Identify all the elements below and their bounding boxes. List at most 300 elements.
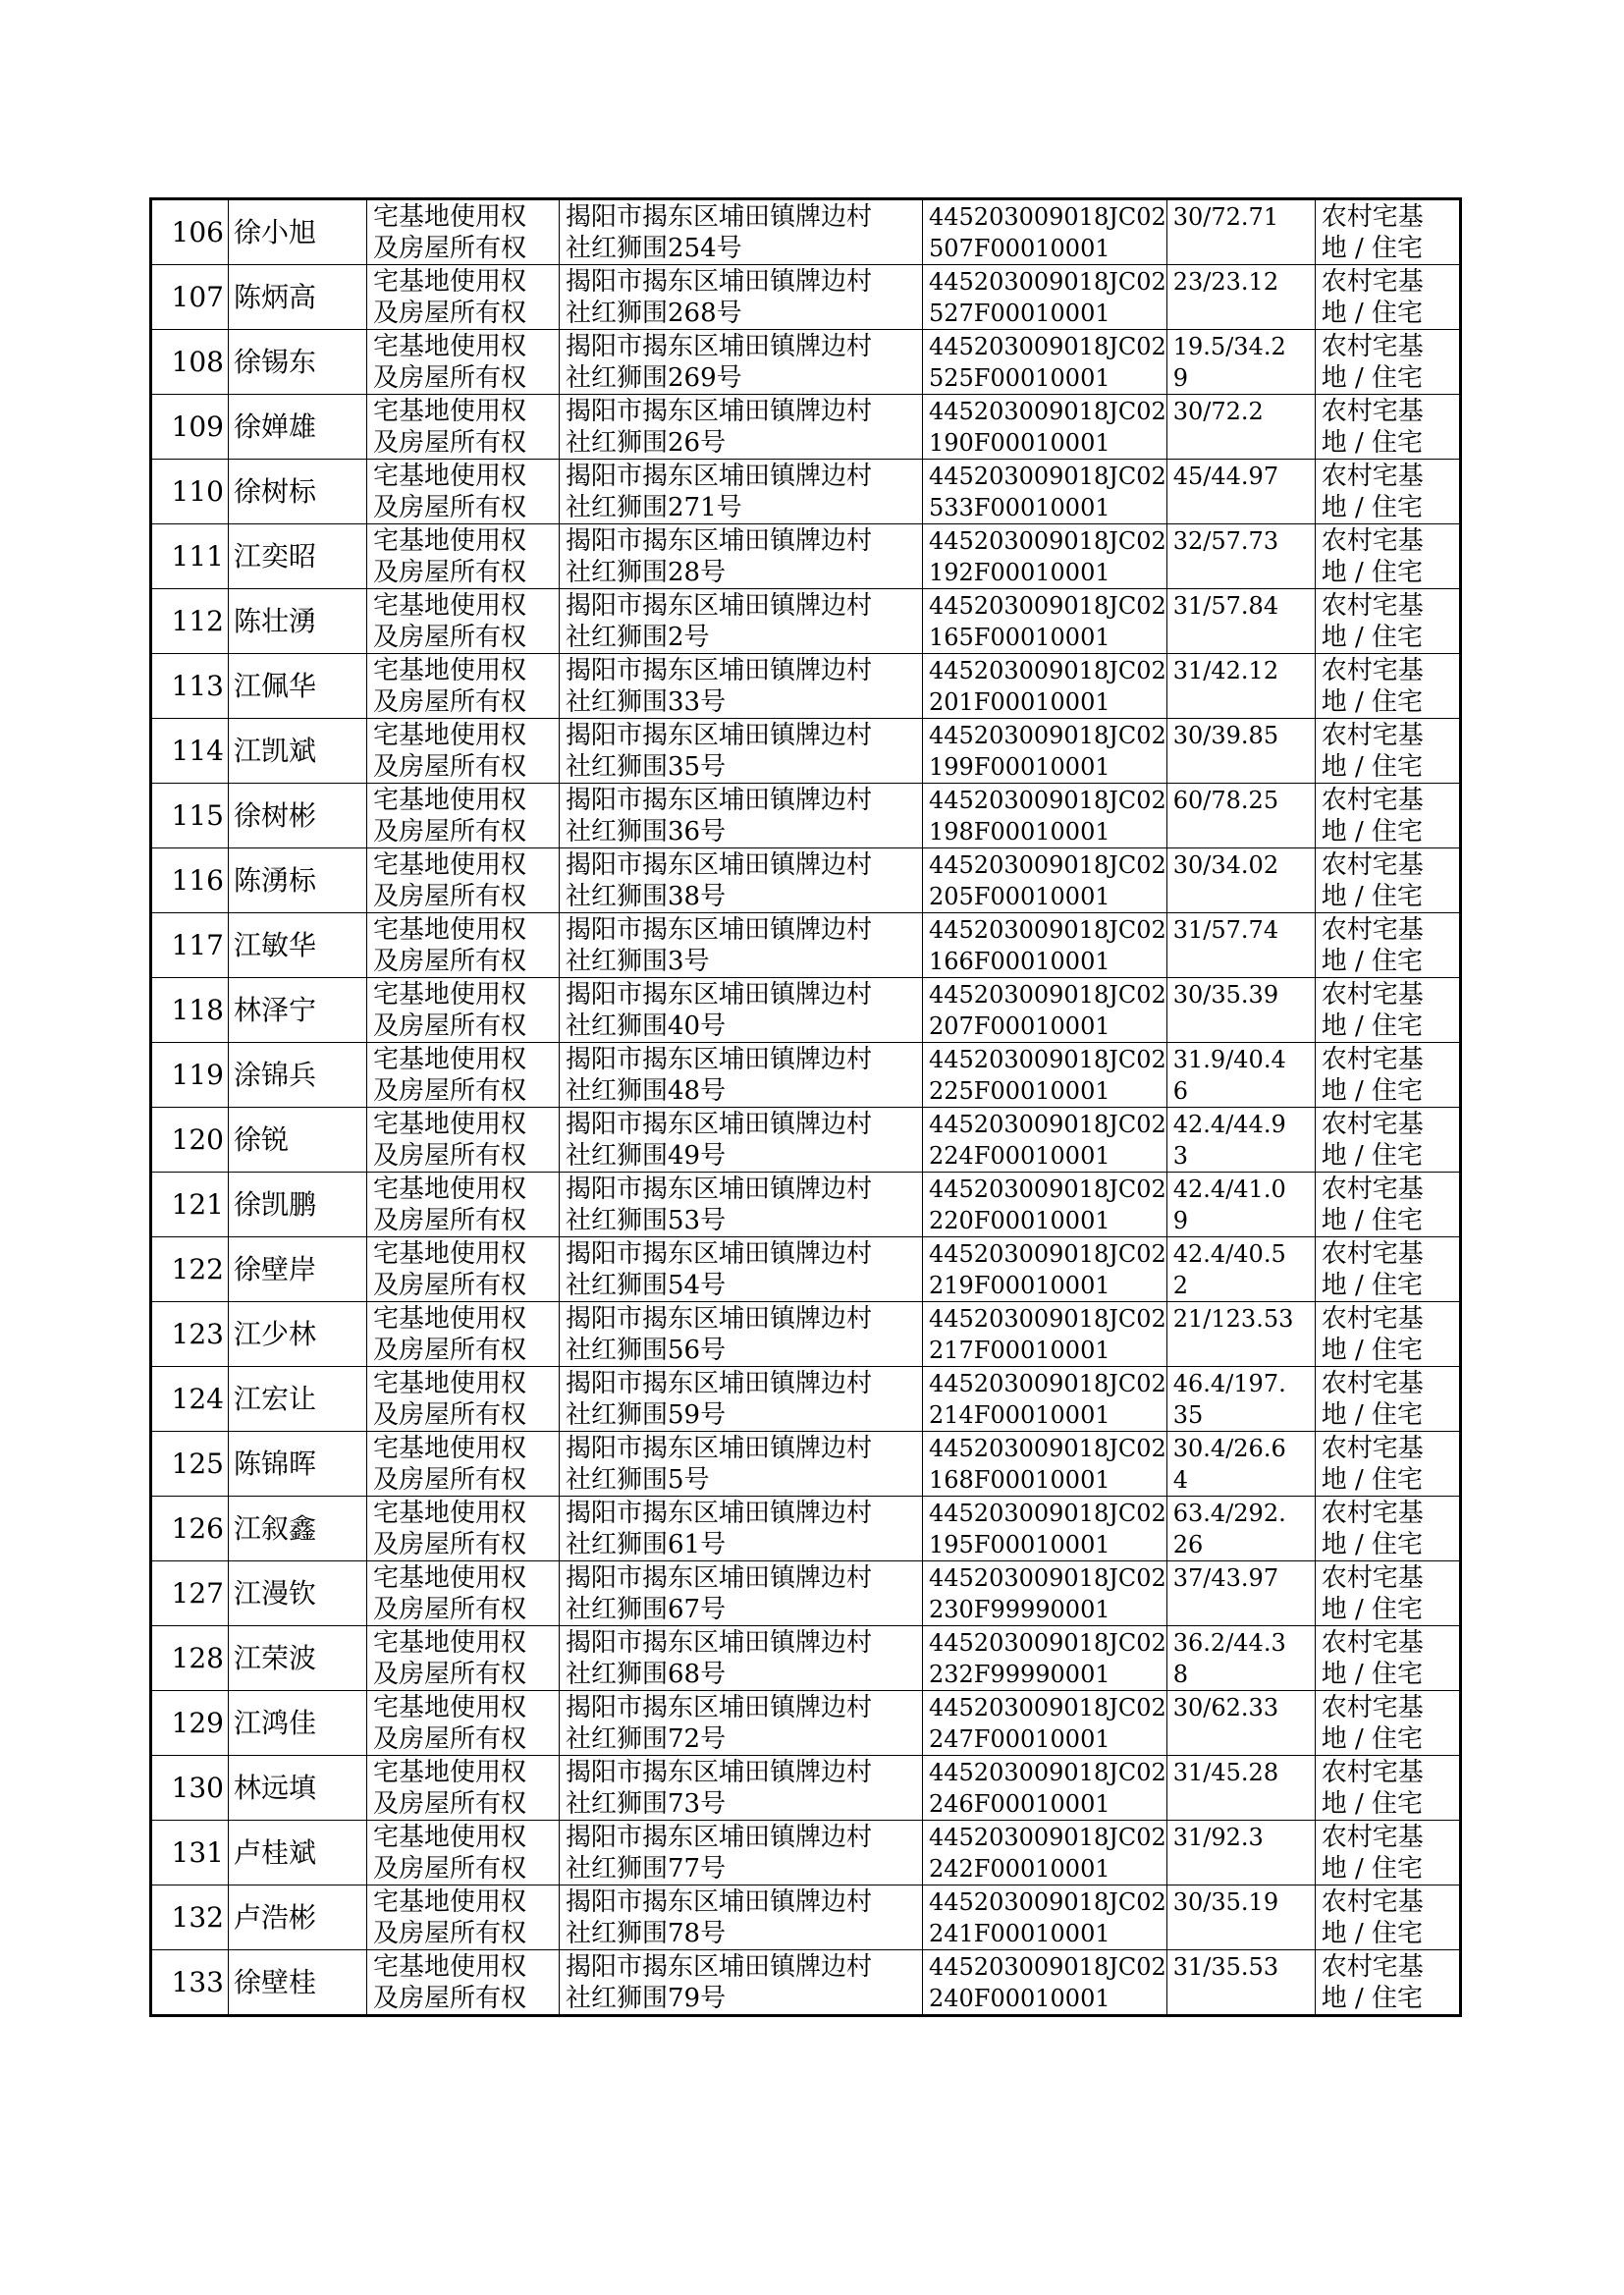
right-type-line-2: 及房屋所有权	[373, 558, 527, 587]
right-type-line-2: 及房屋所有权	[373, 882, 527, 911]
right-type	[367, 330, 560, 395]
right-type-line-1: 宅基地使用权	[373, 1887, 527, 1917]
land-use-line-1: 农村宅基	[1321, 980, 1424, 1010]
right-type-line-1: 宅基地使用权	[373, 1369, 527, 1398]
land-use	[1315, 1173, 1460, 1237]
area-value	[1166, 1885, 1315, 1950]
area-value	[1166, 1626, 1315, 1691]
area-line-1: 42.4/40.5	[1172, 1240, 1286, 1268]
owner-name: 徐壁岸	[229, 1237, 367, 1302]
land-use-line-1: 农村宅基	[1321, 462, 1424, 491]
unit-code	[923, 524, 1167, 589]
unit-code-line-1: 445203009018JC02	[929, 463, 1166, 490]
land-use-line-1: 农村宅基	[1321, 1823, 1424, 1852]
address-line-1: 揭阳市揭东区埔田镇牌边村	[566, 1110, 873, 1139]
owner-name: 江敏华	[229, 913, 367, 978]
right-type-line-2: 及房屋所有权	[373, 1400, 527, 1430]
area-line-1: 60/78.25	[1172, 787, 1279, 814]
unit-code-line-1: 445203009018JC02	[929, 203, 1166, 231]
land-use	[1315, 1367, 1460, 1432]
unit-code-line-2: 240F00010001	[929, 1985, 1110, 2012]
right-type-line-1: 宅基地使用权	[373, 915, 527, 945]
land-use-line-1: 农村宅基	[1321, 1175, 1424, 1204]
land-use	[1315, 460, 1460, 524]
area-line-2: 35	[1172, 1401, 1204, 1429]
land-use-line-1: 农村宅基	[1321, 1239, 1424, 1269]
unit-code-line-2: 232F99990001	[929, 1661, 1110, 1688]
land-use-line-2: 地 / 住宅	[1321, 1919, 1424, 1948]
land-use-line-1: 农村宅基	[1321, 267, 1424, 297]
address-line-1: 揭阳市揭东区埔田镇牌边村	[566, 915, 873, 945]
area-line-2: 9	[1172, 364, 1189, 392]
land-use-line-1: 农村宅基	[1321, 850, 1424, 880]
unit-code-line-2: 533F00010001	[929, 494, 1110, 521]
area-value	[1166, 1497, 1315, 1561]
owner-name: 江奕昭	[229, 524, 367, 589]
address-line-2: 社红狮围5号	[566, 1465, 710, 1495]
right-type-line-1: 宅基地使用权	[373, 1952, 527, 1982]
owner-name: 涂锦兵	[229, 1043, 367, 1108]
area-value	[1166, 265, 1315, 330]
property-address	[560, 1950, 923, 2016]
right-type-line-1: 宅基地使用权	[373, 1499, 527, 1528]
land-use-line-1: 农村宅基	[1321, 1110, 1424, 1139]
right-type-line-2: 及房屋所有权	[373, 1011, 527, 1041]
area-line-2: 9	[1172, 1207, 1189, 1234]
unit-code	[923, 1302, 1167, 1367]
address-line-2: 社红狮围33号	[566, 687, 727, 717]
table-row	[151, 1626, 1461, 1691]
area-value	[1166, 1108, 1315, 1173]
area-line-1: 37/43.97	[1172, 1564, 1279, 1592]
land-use	[1315, 719, 1460, 784]
area-value	[1166, 1173, 1315, 1237]
land-use-line-1: 农村宅基	[1321, 1628, 1424, 1658]
unit-code-line-2: 217F00010001	[929, 1337, 1110, 1364]
land-use	[1315, 913, 1460, 978]
right-type	[367, 524, 560, 589]
right-type-line-1: 宅基地使用权	[373, 462, 527, 491]
land-use-line-2: 地 / 住宅	[1321, 1141, 1424, 1171]
address-line-2: 社红狮围268号	[566, 299, 742, 328]
right-type	[367, 719, 560, 784]
land-use-line-1: 农村宅基	[1321, 1045, 1424, 1074]
land-use-line-2: 地 / 住宅	[1321, 1400, 1424, 1430]
table-row	[151, 524, 1461, 589]
right-type	[367, 395, 560, 460]
owner-name: 林远填	[229, 1756, 367, 1821]
area-value	[1166, 1950, 1315, 2016]
right-type-line-2: 及房屋所有权	[373, 623, 527, 652]
address-line-1: 揭阳市揭东区埔田镇牌边村	[566, 656, 873, 685]
unit-code-line-2: 246F00010001	[929, 1790, 1110, 1818]
property-address	[560, 395, 923, 460]
land-use	[1315, 1885, 1460, 1950]
unit-code	[923, 1691, 1167, 1756]
right-type	[367, 1367, 560, 1432]
row-number: 113	[151, 654, 229, 719]
area-line-1: 30/34.02	[1172, 851, 1279, 879]
right-type	[367, 1302, 560, 1367]
area-value	[1166, 1237, 1315, 1302]
unit-code-line-2: 192F00010001	[929, 559, 1110, 586]
row-number: 128	[151, 1626, 229, 1691]
land-use-line-1: 农村宅基	[1321, 786, 1424, 815]
unit-code-line-1: 445203009018JC02	[929, 398, 1166, 425]
property-address	[560, 460, 923, 524]
land-use	[1315, 1432, 1460, 1497]
unit-code	[923, 1173, 1167, 1237]
area-value	[1166, 460, 1315, 524]
right-type	[367, 199, 560, 265]
address-line-2: 社红狮围67号	[566, 1595, 727, 1624]
unit-code-line-2: 224F00010001	[929, 1142, 1110, 1170]
area-line-1: 31/57.74	[1172, 916, 1279, 944]
area-line-2: 6	[1172, 1077, 1189, 1105]
right-type-line-2: 及房屋所有权	[373, 1465, 527, 1495]
land-use-line-1: 农村宅基	[1321, 526, 1424, 556]
owner-name: 徐小旭	[229, 199, 367, 265]
unit-code	[923, 460, 1167, 524]
land-use-line-2: 地 / 住宅	[1321, 1076, 1424, 1106]
address-line-1: 揭阳市揭东区埔田镇牌边村	[566, 1952, 873, 1982]
land-use-line-2: 地 / 住宅	[1321, 493, 1424, 522]
unit-code-line-1: 445203009018JC02	[929, 1240, 1166, 1268]
address-line-2: 社红狮围72号	[566, 1724, 727, 1754]
table-row	[151, 719, 1461, 784]
address-line-2: 社红狮围78号	[566, 1919, 727, 1948]
unit-code	[923, 1108, 1167, 1173]
right-type-line-2: 及房屋所有权	[373, 1141, 527, 1171]
unit-code	[923, 719, 1167, 784]
table-row	[151, 265, 1461, 330]
address-line-2: 社红狮围79号	[566, 1984, 727, 2013]
land-use-line-1: 农村宅基	[1321, 721, 1424, 750]
owner-name: 徐凯鹏	[229, 1173, 367, 1237]
property-address	[560, 330, 923, 395]
land-use-line-1: 农村宅基	[1321, 1499, 1424, 1528]
address-line-2: 社红狮围271号	[566, 493, 742, 522]
table-row	[151, 1432, 1461, 1497]
area-value	[1166, 719, 1315, 784]
area-value	[1166, 589, 1315, 654]
owner-name: 徐壁桂	[229, 1950, 367, 2016]
property-address	[560, 1237, 923, 1302]
owner-name: 卢桂斌	[229, 1821, 367, 1885]
land-use-line-2: 地 / 住宅	[1321, 428, 1424, 458]
address-line-2: 社红狮围54号	[566, 1271, 727, 1300]
right-type-line-2: 及房屋所有权	[373, 1919, 527, 1948]
land-use	[1315, 1302, 1460, 1367]
area-value	[1166, 1561, 1315, 1626]
unit-code-line-2: 198F00010001	[929, 818, 1110, 846]
row-number: 121	[151, 1173, 229, 1237]
unit-code-line-2: 201F00010001	[929, 688, 1110, 716]
land-use	[1315, 395, 1460, 460]
unit-code-line-1: 445203009018JC02	[929, 527, 1166, 555]
right-type	[367, 1561, 560, 1626]
unit-code-line-1: 445203009018JC02	[929, 722, 1166, 749]
right-type-line-1: 宅基地使用权	[373, 1693, 527, 1722]
address-line-1: 揭阳市揭东区埔田镇牌边村	[566, 850, 873, 880]
land-use-line-2: 地 / 住宅	[1321, 1336, 1424, 1365]
area-line-1: 30/35.19	[1172, 1888, 1279, 1916]
land-use	[1315, 1497, 1460, 1561]
owner-name: 江佩华	[229, 654, 367, 719]
unit-code-line-1: 445203009018JC02	[929, 1953, 1166, 1981]
unit-code-line-2: 247F00010001	[929, 1725, 1110, 1753]
property-address	[560, 1367, 923, 1432]
address-line-1: 揭阳市揭东区埔田镇牌边村	[566, 202, 873, 232]
right-type-line-2: 及房屋所有权	[373, 1854, 527, 1884]
unit-code-line-1: 445203009018JC02	[929, 657, 1166, 684]
land-use-line-2: 地 / 住宅	[1321, 687, 1424, 717]
address-line-2: 社红狮围28号	[566, 558, 727, 587]
right-type	[367, 460, 560, 524]
right-type	[367, 1691, 560, 1756]
right-type-line-1: 宅基地使用权	[373, 1239, 527, 1269]
address-line-1: 揭阳市揭东区埔田镇牌边村	[566, 1175, 873, 1204]
property-address	[560, 1885, 923, 1950]
area-line-1: 42.4/41.0	[1172, 1175, 1286, 1203]
unit-code	[923, 1626, 1167, 1691]
unit-code	[923, 913, 1167, 978]
right-type-line-2: 及房屋所有权	[373, 363, 527, 393]
area-line-1: 31/57.84	[1172, 592, 1279, 620]
area-value	[1166, 524, 1315, 589]
table-row	[151, 1043, 1461, 1108]
right-type-line-2: 及房屋所有权	[373, 1595, 527, 1624]
land-use-line-2: 地 / 住宅	[1321, 363, 1424, 393]
land-use-line-2: 地 / 住宅	[1321, 1530, 1424, 1559]
land-use-line-2: 地 / 住宅	[1321, 1984, 1424, 2013]
table-row	[151, 654, 1461, 719]
right-type-line-1: 宅基地使用权	[373, 980, 527, 1010]
land-use-line-2: 地 / 住宅	[1321, 817, 1424, 847]
row-number: 114	[151, 719, 229, 784]
unit-code	[923, 1043, 1167, 1108]
unit-code-line-1: 445203009018JC02	[929, 1824, 1166, 1851]
table-row	[151, 1108, 1461, 1173]
row-number: 116	[151, 848, 229, 913]
address-line-2: 社红狮围56号	[566, 1336, 727, 1365]
land-use	[1315, 330, 1460, 395]
table-row	[151, 1950, 1461, 2016]
area-value	[1166, 913, 1315, 978]
area-line-1: 30/62.33	[1172, 1694, 1279, 1721]
address-line-1: 揭阳市揭东区埔田镇牌边村	[566, 1628, 873, 1658]
address-line-2: 社红狮围38号	[566, 882, 727, 911]
property-address	[560, 1821, 923, 1885]
unit-code-line-2: 190F00010001	[929, 429, 1110, 457]
area-line-2: 3	[1172, 1142, 1189, 1170]
area-line-1: 31.9/40.4	[1172, 1046, 1286, 1073]
unit-code-line-2: 230F99990001	[929, 1596, 1110, 1623]
right-type-line-1: 宅基地使用权	[373, 786, 527, 815]
right-type-line-1: 宅基地使用权	[373, 1175, 527, 1204]
right-type-line-1: 宅基地使用权	[373, 526, 527, 556]
address-line-2: 社红狮围254号	[566, 234, 742, 263]
area-line-1: 21/123.53	[1172, 1305, 1294, 1333]
address-line-1: 揭阳市揭东区埔田镇牌边村	[566, 591, 873, 621]
row-number: 129	[151, 1691, 229, 1756]
right-type-line-1: 宅基地使用权	[373, 1434, 527, 1463]
right-type-line-2: 及房屋所有权	[373, 1076, 527, 1106]
land-use	[1315, 978, 1460, 1043]
right-type	[367, 1885, 560, 1950]
table-row	[151, 460, 1461, 524]
owner-name: 徐婵雄	[229, 395, 367, 460]
owner-name: 徐树彬	[229, 784, 367, 848]
area-value	[1166, 1043, 1315, 1108]
land-use-line-2: 地 / 住宅	[1321, 1854, 1424, 1884]
land-use-line-2: 地 / 住宅	[1321, 1465, 1424, 1495]
address-line-1: 揭阳市揭东区埔田镇牌边村	[566, 462, 873, 491]
address-line-1: 揭阳市揭东区埔田镇牌边村	[566, 1045, 873, 1074]
unit-code-line-2: 199F00010001	[929, 753, 1110, 781]
table-row	[151, 913, 1461, 978]
row-number: 108	[151, 330, 229, 395]
area-line-1: 30/72.2	[1172, 398, 1264, 425]
area-value	[1166, 1367, 1315, 1432]
property-address	[560, 199, 923, 265]
right-type-line-1: 宅基地使用权	[373, 591, 527, 621]
land-use-line-2: 地 / 住宅	[1321, 882, 1424, 911]
unit-code-line-1: 445203009018JC02	[929, 1370, 1166, 1397]
unit-code	[923, 1367, 1167, 1432]
owner-name: 徐锡东	[229, 330, 367, 395]
unit-code-line-2: 207F00010001	[929, 1012, 1110, 1040]
unit-code-line-1: 445203009018JC02	[929, 1759, 1166, 1786]
table-row	[151, 1691, 1461, 1756]
table-row	[151, 978, 1461, 1043]
table-body	[151, 199, 1461, 2016]
land-use	[1315, 589, 1460, 654]
row-number: 110	[151, 460, 229, 524]
area-line-1: 30.4/26.6	[1172, 1435, 1286, 1462]
table-row	[151, 199, 1461, 265]
address-line-1: 揭阳市揭东区埔田镇牌边村	[566, 332, 873, 361]
unit-code-line-1: 445203009018JC02	[929, 1564, 1166, 1592]
address-line-2: 社红狮围48号	[566, 1076, 727, 1106]
row-number: 119	[151, 1043, 229, 1108]
land-use	[1315, 1821, 1460, 1885]
area-value	[1166, 330, 1315, 395]
row-number: 112	[151, 589, 229, 654]
table-row	[151, 1561, 1461, 1626]
owner-name: 林泽宁	[229, 978, 367, 1043]
unit-code-line-2: 507F00010001	[929, 235, 1110, 262]
address-line-1: 揭阳市揭东区埔田镇牌边村	[566, 1499, 873, 1528]
address-line-1: 揭阳市揭东区埔田镇牌边村	[566, 1563, 873, 1593]
owner-name: 江宏让	[229, 1367, 367, 1432]
row-number: 109	[151, 395, 229, 460]
unit-code-line-1: 445203009018JC02	[929, 333, 1166, 360]
address-line-1: 揭阳市揭东区埔田镇牌边村	[566, 1823, 873, 1852]
land-use-line-2: 地 / 住宅	[1321, 623, 1424, 652]
area-line-1: 30/72.71	[1172, 203, 1279, 231]
row-number: 123	[151, 1302, 229, 1367]
right-type-line-1: 宅基地使用权	[373, 721, 527, 750]
unit-code-line-1: 445203009018JC02	[929, 1111, 1166, 1138]
right-type-line-2: 及房屋所有权	[373, 817, 527, 847]
address-line-1: 揭阳市揭东区埔田镇牌边村	[566, 1693, 873, 1722]
land-use-line-1: 农村宅基	[1321, 202, 1424, 232]
address-line-1: 揭阳市揭东区埔田镇牌边村	[566, 786, 873, 815]
owner-name: 陈锦晖	[229, 1432, 367, 1497]
table-row	[151, 1821, 1461, 1885]
address-line-2: 社红狮围2号	[566, 623, 710, 652]
right-type-line-2: 及房屋所有权	[373, 1530, 527, 1559]
area-line-1: 32/57.73	[1172, 527, 1279, 555]
table-row	[151, 589, 1461, 654]
address-line-2: 社红狮围49号	[566, 1141, 727, 1171]
row-number: 132	[151, 1885, 229, 1950]
area-value	[1166, 1821, 1315, 1885]
row-number: 118	[151, 978, 229, 1043]
right-type-line-2: 及房屋所有权	[373, 1984, 527, 2013]
land-use	[1315, 784, 1460, 848]
right-type-line-1: 宅基地使用权	[373, 850, 527, 880]
right-type	[367, 784, 560, 848]
right-type-line-1: 宅基地使用权	[373, 1110, 527, 1139]
row-number: 127	[151, 1561, 229, 1626]
land-use	[1315, 654, 1460, 719]
table-row	[151, 1302, 1461, 1367]
right-type	[367, 1108, 560, 1173]
right-type-line-1: 宅基地使用权	[373, 1823, 527, 1852]
land-use-line-2: 地 / 住宅	[1321, 947, 1424, 976]
unit-code-line-2: 166F00010001	[929, 948, 1110, 975]
right-type-line-1: 宅基地使用权	[373, 656, 527, 685]
unit-code	[923, 395, 1167, 460]
unit-code	[923, 1432, 1167, 1497]
property-address	[560, 1691, 923, 1756]
address-line-1: 揭阳市揭东区埔田镇牌边村	[566, 526, 873, 556]
address-line-2: 社红狮围73号	[566, 1789, 727, 1819]
property-address	[560, 1432, 923, 1497]
land-use-line-1: 农村宅基	[1321, 1887, 1424, 1917]
owner-name: 陈炳高	[229, 265, 367, 330]
area-value	[1166, 395, 1315, 460]
address-line-1: 揭阳市揭东区埔田镇牌边村	[566, 1304, 873, 1334]
table-row	[151, 395, 1461, 460]
property-address	[560, 848, 923, 913]
right-type-line-2: 及房屋所有权	[373, 234, 527, 263]
land-use-line-1: 农村宅基	[1321, 1434, 1424, 1463]
unit-code-line-2: 225F00010001	[929, 1077, 1110, 1105]
property-address	[560, 1302, 923, 1367]
property-address	[560, 1497, 923, 1561]
address-line-2: 社红狮围61号	[566, 1530, 727, 1559]
right-type	[367, 1173, 560, 1237]
land-use-line-2: 地 / 住宅	[1321, 1595, 1424, 1624]
right-type-line-2: 及房屋所有权	[373, 428, 527, 458]
unit-code-line-1: 445203009018JC02	[929, 1305, 1166, 1333]
area-line-1: 19.5/34.2	[1172, 333, 1286, 360]
land-use	[1315, 1237, 1460, 1302]
unit-code-line-1: 445203009018JC02	[929, 1435, 1166, 1462]
area-value	[1166, 654, 1315, 719]
area-line-2: 2	[1172, 1272, 1189, 1299]
unit-code	[923, 978, 1167, 1043]
address-line-1: 揭阳市揭东区埔田镇牌边村	[566, 1369, 873, 1398]
unit-code-line-1: 445203009018JC02	[929, 592, 1166, 620]
owner-name: 江荣波	[229, 1626, 367, 1691]
land-use	[1315, 1561, 1460, 1626]
table-row	[151, 1756, 1461, 1821]
address-line-2: 社红狮围3号	[566, 947, 710, 976]
